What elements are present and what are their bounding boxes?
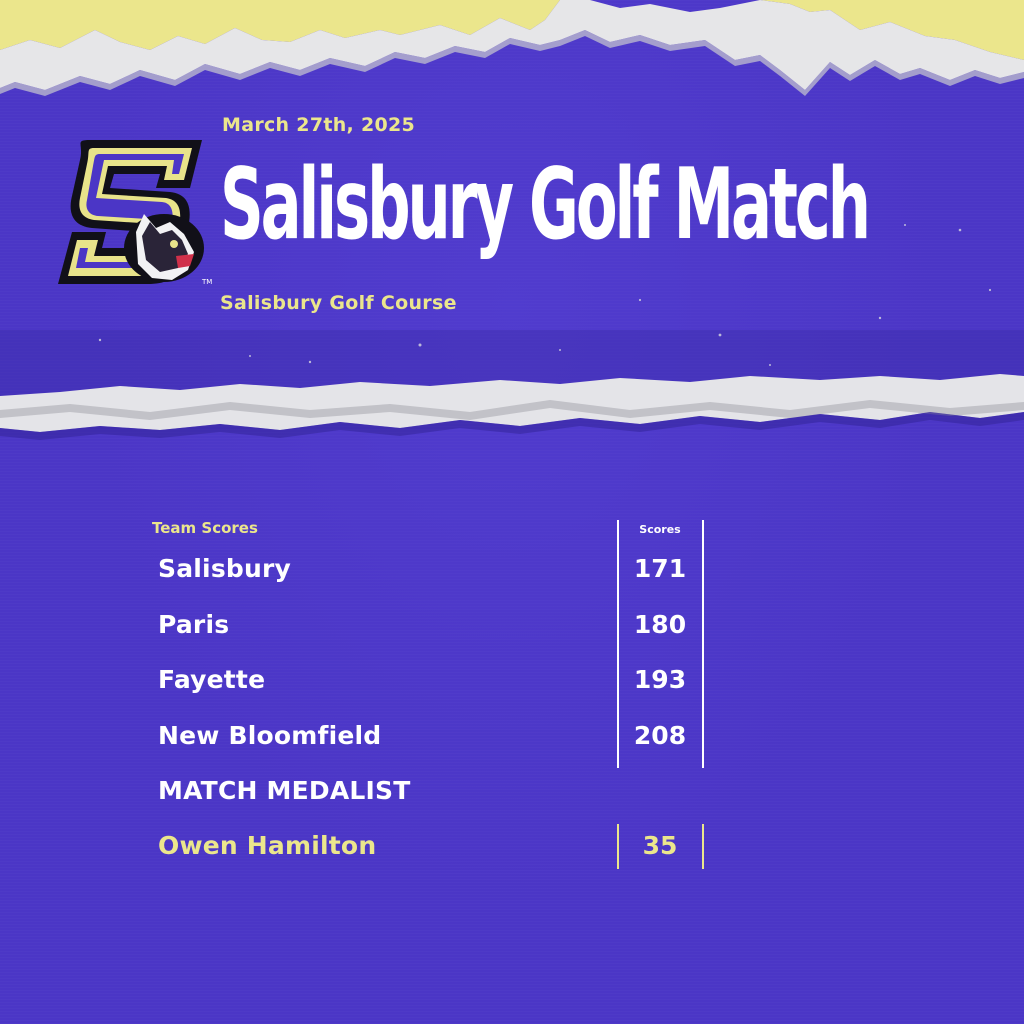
team-name: Paris xyxy=(158,610,230,639)
medalist-name: Owen Hamilton xyxy=(158,831,377,860)
svg-text:TM: TM xyxy=(202,278,212,286)
page-title: Salisbury Golf Match xyxy=(220,148,868,262)
team-score: 180 xyxy=(633,610,687,639)
salisbury-logo-icon xyxy=(52,136,212,288)
score-column-divider-right xyxy=(702,520,704,768)
event-date: March 27th, 2025 xyxy=(222,114,416,136)
team-score: 208 xyxy=(633,721,687,750)
medalist-divider-right xyxy=(702,824,704,869)
medalist-label: MATCH MEDALIST xyxy=(158,776,411,805)
team-score: 193 xyxy=(633,665,687,694)
team-name: Salisbury xyxy=(158,554,292,583)
team-name: Fayette xyxy=(158,665,266,694)
team-scores-header: Team Scores xyxy=(152,519,258,537)
event-venue: Salisbury Golf Course xyxy=(220,292,457,314)
team-name: New Bloomfield xyxy=(158,721,382,750)
scores-column-header: Scores xyxy=(639,523,681,536)
team-score: 171 xyxy=(633,554,687,583)
medalist-score: 35 xyxy=(642,831,678,860)
